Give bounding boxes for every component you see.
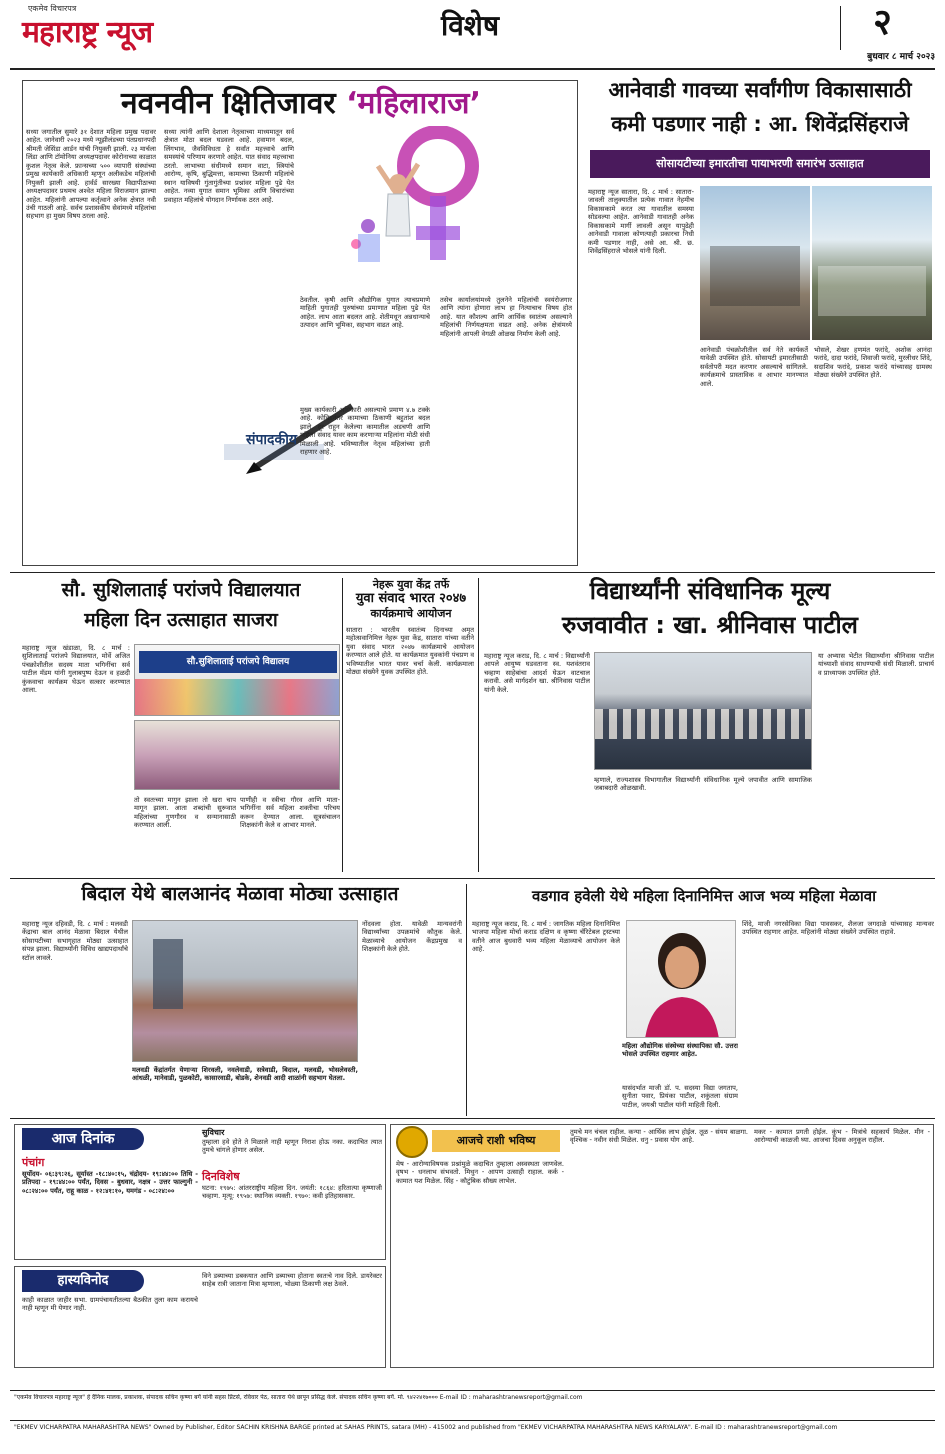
paper-name[interactable]: महाराष्ट्र न्यूज	[22, 15, 153, 50]
panchang-text: सूर्योदय- ०६:३९:२६, सूर्यास्त -१८:४०:१५, चंद्रोदय- १९:४४:०० तिथि - प्रतिपदा - १९:४४:०० पर्यंत, दिवस - बुधवार, नक्षत्र - उत्तर फाल्गुनी - ०८:२४:०० पर्यंत, राहू काळ - १२:४१:१०, यमगंड - ०८:२४:००	[22, 1170, 198, 1195]
vadgaon-col-3: शिंदे, माजी नगरसेविका विद्या पावसकर, शैलजा जगदाळे यांच्यासह मान्यवर उपस्थित राहणार आहेत. महिलांनी मोठ्या संख्येने उपस्थित राहावे.	[742, 920, 934, 937]
masthead-tagline: एकमेव विचारपत्र	[28, 4, 77, 13]
rashi-col-3: मकर - कामात प्रगती होईल. कुंभ - मित्रांचे सहकार्य मिळेल. मीन - आरोग्याची काळजी घ्या. आजचा दिवस अनुकूल राहील.	[754, 1128, 930, 1145]
mahilaraj-headline	[23, 87, 579, 122]
anewadi-headline-1: आनेवाडी गावच्या सर्वांगीण विकासासाठी	[608, 78, 912, 102]
panchang-label: पंचांग	[22, 1156, 45, 1169]
nehru-divider-right	[478, 578, 479, 872]
vadgaon-col-2: यासंदर्भात माजी डॉ. प. सदस्या विद्या जगताप, सुनीता पवार, प्रियंका पाटील, शकुंतला संग्राम पाटील, जयश्री पाटील यांनी माहिती दिली.	[622, 1084, 738, 1109]
hasya-joke-1: काही काळात जाहीर सभा. ग्रामपंचायतीतल्या बैठकीत तुला काम करायचे नाही म्हणून मी येणार नाही.	[22, 1296, 198, 1313]
anewadi-subhead: सोसायटीच्या इमारतीचा पायाभरणी समारंभ उत्साहात	[590, 150, 930, 178]
footer-line-1: "एकमेव विचारपत्र महाराष्ट्र न्यूज" हे दैनिक मालक, प्रकाशक, संपादक सचिन कृष्णा बर्गे यांनी सहस प्रिंटर्स, रविवार पेठ, सातारा येथे छापून प्रसिद्ध केले. संपादक सचिन कृष्णा बर्गे. मो. ९४२२४१७००० E-mail ID : maharashtranewsreport@gmail.com	[14, 1394, 583, 1401]
sushilatai-headline-1: सौ. सुशिलाताई परांजपे विद्यालयात	[61, 579, 301, 601]
dinvishesh-label: दिनविशेष	[202, 1170, 240, 1183]
mahilaraj-col-3: ठेवतील. कृषी आणि औद्योगिक युगात त्याचप्रमाणे माहिती युगातही पुरुषांच्या प्रमाणात महिला पुढे येत आहेत. लाभ आता बदलत आहे. शेतीमधून अन्नधान्याचे उत्पादन आणि भूमिका, सहभाग वाढत आहे.	[300, 296, 430, 330]
suvichar-label: सुविचार	[202, 1128, 225, 1137]
nehru-headline-1: नेहरू युवा केंद्र तर्फे	[372, 578, 450, 591]
section-rule-1	[10, 572, 935, 573]
nehru-headline	[346, 578, 476, 620]
bidal-divider	[466, 884, 467, 1116]
sanvidhan-col-3: या अभ्यास भेटीत विद्यार्थ्यांना श्रीनिवास पाटील यांच्याशी संवाद साधण्याची संधी मिळाली. प्राचार्य व प्राध्यापक उपस्थित होते.	[818, 652, 934, 677]
sampadakiya-label: संपादकीय	[246, 432, 297, 448]
sanvidhan-col-1: महाराष्ट्र न्यूज कराड, दि. ८ मार्च : विद्यार्थ्यांनी आपले आयुष्य घडवताना स्व. यशवंतराव चव्हाण साहेबांचा आदर्श घेऊन वाटचाल करावी. असे मार्गदर्शन खा. श्रीनिवास पाटील यांनी केले.	[484, 652, 590, 694]
anewadi-headline-2: कमी पडणार नाही : आ. शिवेंद्रसिंहराजे	[611, 112, 909, 136]
rashi-title: आजचे राशी भविष्य	[432, 1130, 560, 1152]
school-signboard: सौ.सुशिलाताई परांजपे विद्यालय	[139, 651, 337, 673]
mahilaraj-headline-b: ‘महिलाराज’	[346, 86, 481, 121]
mahilaraj-col-2: सध्या त्यांनी आणि देशाला नेतृत्वाच्या माध्यमातून सर्व क्षेत्रात मोठा बदल घडवला आहे. हवामान बदल, लिंगभाव, जैवविविधता हे सर्वांत महत्त्वाचे आणि समस्यांचे परिणाम करणारे आहेत. यात संवाद महत्त्वाचा ठरतो. लाभाच्या संधीमध्ये समान वाटा, स्त्रियांचे आरोग्य, कृषि, बुद्धिमत्ता, कामाच्या ठिकाणी महिलांचे स्थान याविषयी गुंतागुंतीच्या प्रश्नांवर महिला पुढे येत आहेत. नव्या युगात समान भूमिका आणि विचारांच्या प्रवाहात महिलांचे योगदान निर्णायक ठरत आहे.	[164, 128, 294, 204]
vadgaon-col-1: महाराष्ट्र न्यूज कराड, दि. ८ मार्च : जागतिक महिला दिनानिमित्त भाजपा महिला मोर्चा कराड दक्षिण व कृष्णा चॅरिटेबल ट्रस्टच्या वतीने आज बुधवारी भव्य महिला मेळाव्याचे आयोजन केले आहे.	[472, 920, 620, 954]
rashi-col-2: तुमचे मन चंचल राहील. कन्या - आर्थिक लाभ होईल. तूळ - संयम बाळगा. वृश्चिक - नवीन संधी मिळेल. धनु - प्रवास योग आहे.	[570, 1128, 748, 1145]
mahilaraj-col-1: सध्या जगातील सुमारे ३१ देशात महिला प्रमुख पदावर आहेत. जानेवारी २०२३ मध्ये न्यूझीलंडच्या पंतप्रधानपदी श्रीमती जेसिंडा आर्डन यांची नियुक्ती झाली. २३ मार्चला लिंडा आणि टॉमोनिया अध्यक्षपदावर कोरोनाच्या काळात कुशल नेतृत्व केले. फ्रान्सच्या ५०० व्यापारी संस्थांच्या प्रमुख कार्यकारी अधिकारी म्हणून अलीकडेच महिलांची नियुक्ती झाली आहे. हार्वर्ड सारख्या विद्यापीठाच्या अध्यक्षपदावर प्रथमच अश्वेत महिला विराजमान झाल्या आहेत. महिलांनी आपल्या कर्तृत्वाने अनेक क्षेत्रात नवी उंची गाठली आहे. सर्वच प्रशासकीय सेवांमध्ये महिलांचा सहभाग हा मुख्य विषय ठरला आहे.	[26, 128, 156, 221]
anewadi-col-1: महाराष्ट्र न्यूज सातारा, दि. ८ मार्च : सातारा-जावली तालुक्यातील प्रत्येक गावात नेहमीच विकासकामे करत त्या गावातील समस्या सोडवल्या आहेत. आनेवाडी गावातही अनेक विकासकामे मार्गी लावली असून यापुढेही आनेवाडी गावाला कोणत्याही प्रकारचा निधी कमी पडणार नाही, असे आ. श्री. छ. शिवेंद्रसिंहराजे भोसले यांनी दिली.	[588, 188, 694, 256]
nehru-headline-3: कार्यक्रमाचे आयोजन	[370, 606, 452, 620]
vadgaon-headline: वडगाव हवेली येथे महिला दिनानिमित्त आज भव्य महिला मेळावा	[531, 887, 876, 905]
footer-rule	[10, 1390, 935, 1391]
bidal-caption: मलवडी केंद्रांतर्गत येणाऱ्या शिरवली, नवलेवाडी, सत्रेवाडी, बिदाल, मलवडी, भोसलेवस्ती, आंधळी, मानेवाडी, पुळकोटी, कासारवाडी, बोडके, शेनवडी आदी शाळांनी सहभाग घेतला.	[132, 1066, 358, 1083]
page-number: २	[873, 2, 892, 43]
section-rule-2	[10, 878, 935, 879]
sushilatai-col-1: महाराष्ट्र न्यूज खंडाळा, दि. ८ मार्च : सुशिलाताई परांजपे विद्यालयात, मोर्वे अजित पंचक्रोशीतील सदस्य माता भगिनींचा सर्व पाटील मॅडम यांनी गुलाबपुष्प देऊन व हळदी कुंकवाचा कार्यक्रम घेऊन सत्कार करण्यात आला.	[22, 644, 130, 695]
anewadi-photo-1	[700, 186, 810, 340]
nehru-headline-2: युवा संवाद भारत २०४७	[355, 591, 467, 607]
women-illustration	[338, 126, 488, 266]
hasya-joke-2: विने डब्याच्या डबकयात आणि डब्याच्या होताना स्वतःचे नाव दिले. डायरेक्टर साहेब रात्री जाताना मित्रा म्हणाला, भोळ्या ठिकाणी लक्ष ठेवले.	[202, 1272, 382, 1289]
masthead	[0, 0, 945, 72]
masthead-rule	[10, 68, 935, 70]
mahilaraj-col-5: तसेच कार्यालयांमध्ये तुलनेने महिलांची स्वयंरोजगार आणि त्यांना होणारा लाभ हा नित्याचाच विषय होत आहे. यात कौशल्य आणि आर्थिक स्वातंत्र्य असल्याने महिलांची निर्णयक्षमता वाढत आहे. अनेक क्षेत्रांमध्ये महिलांनी आपली वेगळी ओळख निर्माण केली आहे.	[440, 296, 572, 338]
sushilatai-headline-2: महिला दिन उत्साहात साजरा	[84, 609, 278, 631]
bidal-headline: बिदाल येथे बालआनंद मेळावा मोठ्या उत्साहात	[81, 883, 399, 905]
rashi-zodiac-icon	[396, 1126, 428, 1158]
anewadi-col-3: भोसले, शेखर हणमंत फरांदे, अशोक आनंदा फरांदे, दादा फरांदे, शिवाजी फरांदे, मुरलीधर शिंदे, सदाशिव फरांदे, प्रकाश फरांदे यांच्यासह ग्रामस्थ मोठ्या संख्येने उपस्थित होते.	[814, 346, 932, 380]
footer-line-2: "EKMEV VICHARPATRA MAHARASHTRA NEWS" Owned by Publisher, Editor SACHIN KRISHNA BARGE printed at SAHAS PRINTS, satara (MH) - 415002 and published from "EKMEV VICHARPATRA MAHARASHTRA NEWS KARYALAYA". E-mail ID : maharashtranewsreport@gmail.com	[14, 1424, 838, 1431]
vadgaon-portrait	[626, 920, 736, 1038]
nehru-divider-left	[342, 578, 343, 872]
suvichar-text: तुम्हाला हवे होते ते मिळाले नाही म्हणून निराश होऊ नका. कदाचित त्यात तुमचे चांगले होणार असेल.	[202, 1138, 382, 1155]
sushilatai-photo-group	[134, 720, 340, 790]
bidal-col-2: नोंदवला होता. यावेळी मान्यवरांनी विद्यार्थ्यांच्या उपक्रमांचे कौतुक केले. मेळाव्याचे आयोजन केंद्रप्रमुख व शिक्षकांनी केले होते.	[362, 920, 462, 954]
mahilaraj-col-4: मुख्य कार्यकारी अधिकारी असल्याचे प्रमाण ४.७ टक्के आहे. कोविडनंतर कामाच्या ठिकाणी बहुतांश बदल झाले. दूर राहून केलेल्या कामातील अडचणी आणि महिला संवाद यावर काम करणाऱ्या महिलांना मोठी संधी मिळाली आहे. भविष्यातील नेतृत्व महिलांच्या हाती राहणार आहे.	[300, 406, 430, 457]
aaj-dinank-title: आज दिनांक	[22, 1128, 144, 1150]
vadgaon-caption: महिला औद्योगिक संस्थेच्या संस्थापिका सौ. उत्तरा भोसले उपस्थित राहणार आहेत.	[622, 1042, 738, 1059]
sushilatai-col-2: तो स्वतःच्या मागुन झाला तो खरा चाप मागून झाला. आता शब्दांची सुरूवात महिलांच्या गुणगौरव व सन्मानासाठी करण्यात आली.	[134, 796, 236, 830]
sushilatai-col-3: पाणीही व स्त्रीचा गौरव आणि माता-भगिनींना सर्व महिला शक्तीचा परिचय करून देण्यात आला. सूत्रसंचालन शिक्षकांनी केले व आभार मानले.	[240, 796, 340, 830]
rashi-col-1: मेष - आरोग्याविषयक प्रश्नांमुळे कदाचित तुम्हाला अस्वस्थता जाणवेल. वृषभ - धनलाभ संभवतो. मिथुन - आपण उत्साही राहाल. कर्क - कामात यश मिळेल. सिंह - कौटुंबिक सौख्य लाभेल.	[396, 1160, 564, 1185]
issue-date: बुधवार ८ मार्च २०२३	[867, 52, 935, 62]
sanvidhan-headline-2: रुजवावीत : खा. श्रीनिवास पाटील	[562, 611, 858, 639]
anewadi-photo-2	[812, 186, 932, 340]
mahilaraj-headline-a: नवनवीन क्षितिजावर	[121, 86, 336, 121]
section-rule-3	[10, 1118, 935, 1119]
dinvishesh-text: घटना: १९७५: आंतरराष्ट्रीय महिला दिन. जयंती: १८६४: हरितात्या कृष्णाजी चव्हाण. मृत्यू: १९५७: स्थानिक व्यक्ती. १९७०: कवी इतिहासकार.	[202, 1184, 382, 1201]
sanvidhan-col-2: म्हणाले, राज्यशास्त्र विभागातील विद्यार्थ्यांनी संविधानिक मूल्ये जपावीत आणि सामाजिक जबाबदारी ओळखावी.	[594, 776, 812, 793]
anewadi-col-2: आनेवाडी पंचक्रोशीतील सर्व नेते कार्यकर्ते यावेळी उपस्थित होते. सोसायटी इमारतीसाठी सर्वतोपरी मदत करणार असल्याचे सांगितले. कार्यक्रमाचे प्रास्ताविक व आभार मानण्यात आले.	[700, 346, 808, 388]
sushilatai-photo-school	[134, 644, 340, 716]
bidal-col-1: महाराष्ट्र न्यूज दहिवडी, दि. ८ मार्च : मलवडी केंद्राचा बाल आनंद मेळावा बिदाल येथील सोसायटीच्या सभागृहात मोठ्या उत्साहात संपन्न झाला. विद्यार्थ्यांनी विविध खाद्यपदार्थांचे स्टॉल लावले.	[22, 920, 128, 962]
sanvidhan-headline-1: विद्यार्थ्यांनी संविधानिक मूल्य	[589, 577, 831, 605]
bidal-photo	[132, 920, 358, 1062]
nehru-col: सातारा : भारतीय स्वातंत्र्य दिनाच्या अमृत महोत्सवानिमित्त नेहरू युवा केंद्र, सातारा यांच्या वतीने युवा संवाद भारत २०४७ कार्यक्रमाचे आयोजन करण्यात आले होते. या कार्यक्रमात युवकांनी पंचप्रण व भविष्यातील भारत यावर चर्चा केली. कार्यक्रमाला मोठ्या संख्येने युवक उपस्थित होते.	[346, 626, 474, 677]
section-title: विशेष	[440, 9, 500, 42]
masthead-divider-vertical	[840, 6, 841, 50]
hasya-title: हास्यविनोद	[22, 1270, 144, 1292]
footer-rule-2	[10, 1420, 935, 1421]
sanvidhan-photo-group	[594, 652, 812, 770]
